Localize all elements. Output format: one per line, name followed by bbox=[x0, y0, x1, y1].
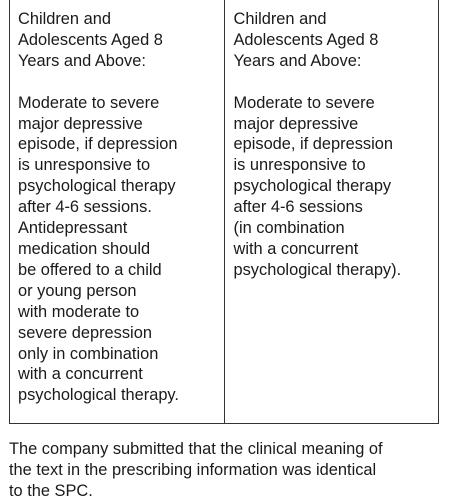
comparison-table bbox=[9, 0, 439, 424]
table-column-left bbox=[10, 0, 225, 423]
right-cell-text: Children and Adolescents Aged 8 Years and Above: Moderate to severe major depressive episode, if depression is unresponsive to psychological therapy after 4-6 sessions (in combination with a concurrent psychological therapy). bbox=[233, 10, 402, 279]
table-column-right bbox=[225, 0, 439, 423]
left-cell-text: Children and Adolescents Aged 8 Years and Above: Moderate to severe major depressive episode, if depression is unresponsive to psychological therapy after 4-6 sessions. Antidepressant medication should be offered to a child or young person with moderate to severe depression only in combination with a concurrent psychological therapy. bbox=[18, 10, 179, 405]
body-paragraph: The company submitted that the clinical meaning of the text in the prescribing information was identical to the SPC. bbox=[9, 440, 383, 500]
